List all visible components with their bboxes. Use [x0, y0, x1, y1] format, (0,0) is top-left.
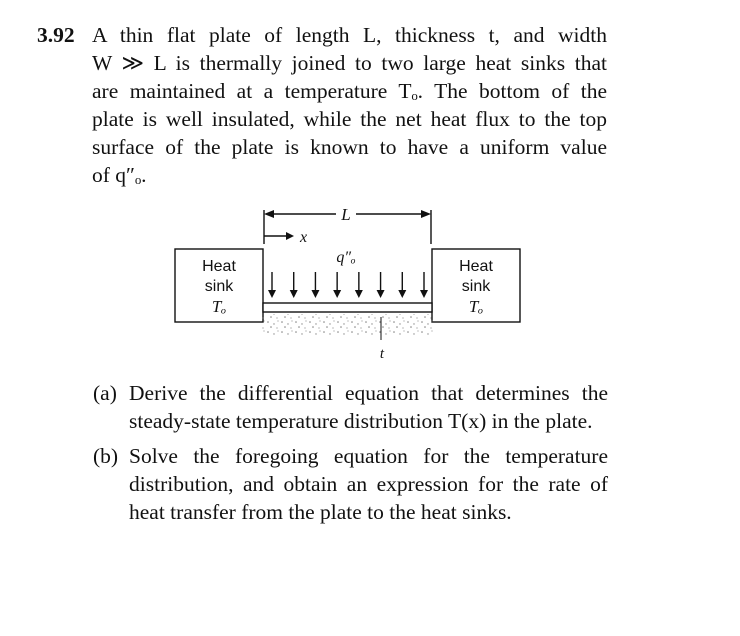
- length-arrowhead-right: [421, 210, 431, 218]
- problem-line: plate is well insulated, while the net heat flux to the top: [92, 107, 607, 131]
- problem-line: W ≫ L is thermally joined to two large heat sinks that: [92, 51, 607, 75]
- problem-line: are maintained at a temperature Tₒ. The bottom of the: [92, 79, 607, 103]
- problem-line: A thin flat plate of length L, thickness t, and width: [92, 23, 607, 47]
- right-sink-temperature: Tₒ: [468, 297, 484, 316]
- part-a: [93, 379, 608, 435]
- heat-flux-arrowhead: [420, 290, 428, 298]
- part-a-line: steady-state temperature distribution T(x) in the plate.: [129, 409, 593, 433]
- heat-flux-arrowhead: [311, 290, 319, 298]
- part-b-line: heat transfer from the plate to the heat sinks.: [129, 500, 512, 524]
- heat-flux-arrowhead: [290, 290, 298, 298]
- right-sink-label-heat: Heat: [459, 258, 493, 275]
- heat-flux-arrowhead: [398, 290, 406, 298]
- heat-flux-arrowhead: [333, 290, 341, 298]
- part-b-label: (b): [93, 444, 119, 468]
- bottom-insulation: [262, 314, 433, 336]
- heat-flux-arrowhead: [355, 290, 363, 298]
- left-sink-label-sink: sink: [204, 278, 234, 295]
- x-axis-label: x: [300, 229, 308, 246]
- x-axis-arrowhead: [286, 232, 294, 240]
- part-b-line: distribution, and obtain an expression for the rate of: [129, 472, 608, 496]
- problem-parts: [93, 379, 608, 533]
- part-a-line: Derive the differential equation that determines the: [129, 381, 608, 405]
- length-label: L: [341, 205, 351, 224]
- problem-line: of q″ₒ.: [92, 163, 147, 187]
- problem-number: 3.92: [37, 23, 75, 47]
- thin-plate: [263, 303, 432, 312]
- heat-flux-label: q″ₒ: [336, 249, 356, 266]
- part-a-label: (a): [93, 381, 117, 405]
- length-arrowhead-left: [264, 210, 274, 218]
- right-sink-label-sink: sink: [461, 278, 491, 295]
- left-sink-temperature: Tₒ: [211, 297, 227, 316]
- heat-flux-arrowhead: [268, 290, 276, 298]
- heat-flux-arrows: [268, 272, 428, 298]
- part-b: [93, 442, 608, 526]
- thickness-label: t: [379, 346, 385, 362]
- part-b-line: Solve the foregoing equation for the temperature: [129, 444, 608, 468]
- problem-line: surface of the plate is known to have a uniform value: [92, 135, 607, 159]
- heat-flux-arrowhead: [377, 290, 385, 298]
- left-sink-label-heat: Heat: [202, 258, 236, 275]
